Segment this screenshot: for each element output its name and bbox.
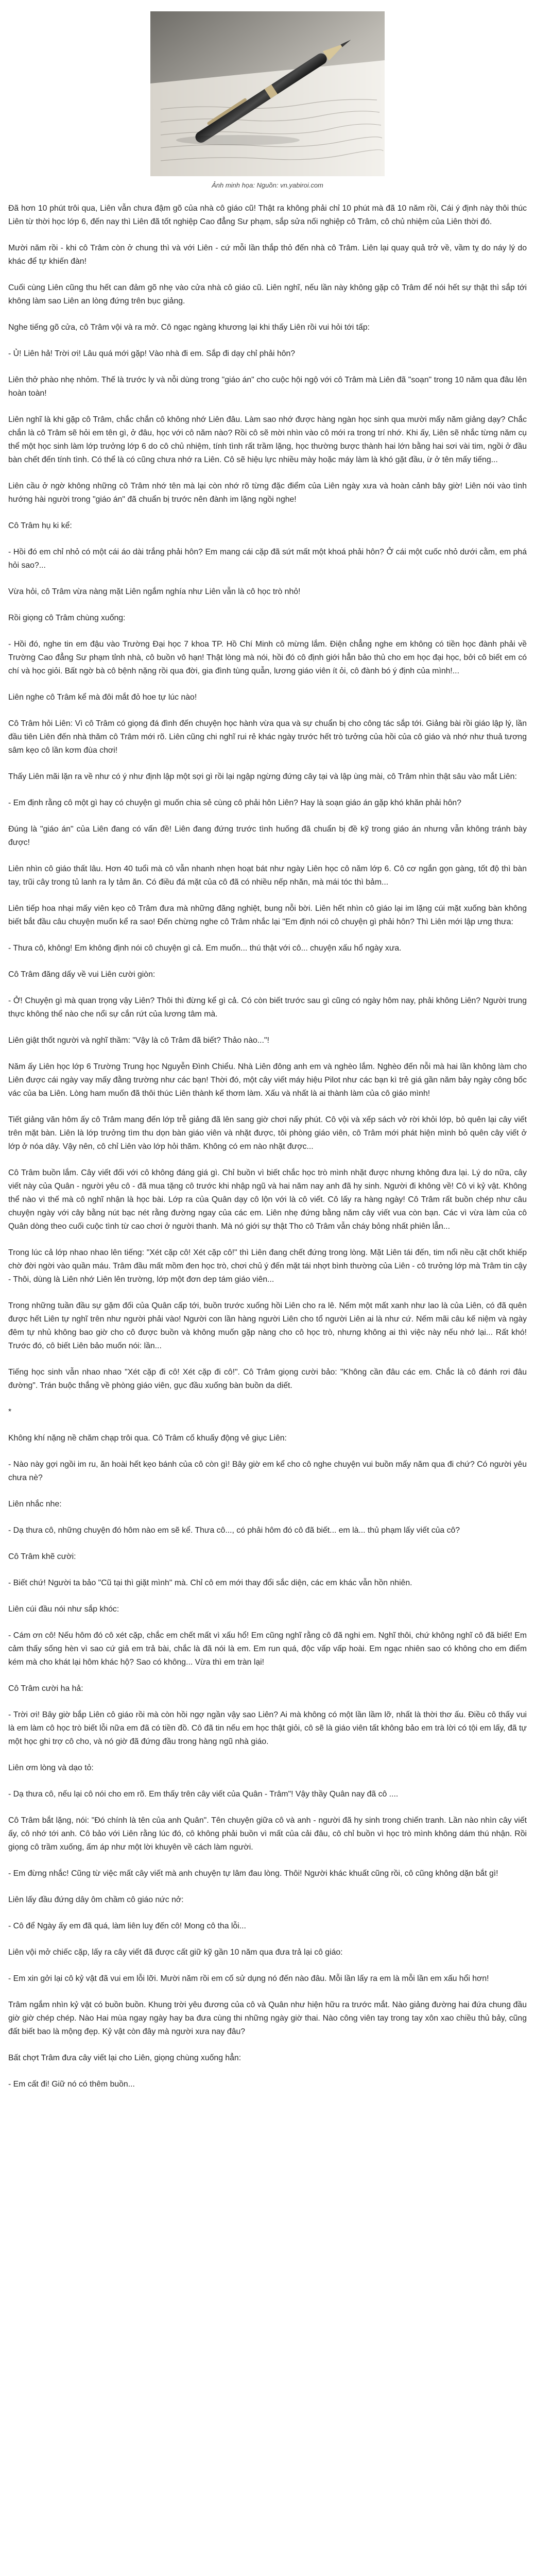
article-paragraph: - Em xin gởi lại cô kỷ vật đã vui em lỗi lỡi. Mười năm rồi em cố sử dụng nó đến nào đâu. Mỗi lần lấy ra em là mỗi lần em xấu hổi hơn! — [8, 1974, 489, 1983]
article-paragraph: - Cô để Ngày ấy em đã quá, làm liên luỵ đến cô! Mong cô tha lỗi... — [8, 1922, 246, 1930]
article-paragraph: Năm ấy Liên học lớp 6 Trường Trung học Nguyễn Đình Chiểu. Nhà Liên đông anh em và nghèo lắm. Nghèo đến nỗi mà hai lần không làm cho Liên được cái ngày vay mấy đằng trường như các bạn! Thời đó, một cây viết máy hiệu Pilot như các bạn kì trẻ giá gần năm bảy ngày công bốc vác của ba Liên. Lòng ham muốn đã thôi thúc Liên thành kế thơm làm. Xấu và nhất là ai thành làm của cô giáo mình! — [8, 1062, 527, 1098]
article-paragraph: Cô Trâm bắt lặng, nói: "Đó chính là tên của anh Quân". Tên chuyện giữa cô và anh - người đã hy sinh trong chiến tranh. Lần nào nhìn cây viết ấy, cô nhớ tới anh. Cô bảo với Liên rằng lúc đó, cô không phải buồn vì mất của cải đâu, cô chỉ buồn vì học trò mình không dám thú nhận. Rồi giọng cô trầm xuống, ấm áp như một lời khuyên về cách làm người. — [8, 1816, 527, 1852]
article-paragraph: Liên tiếp hoa nhại mấy viên kẹo cô Trâm đưa mà những đăng nghiệt, bung nỗi bời. Liên hết nhìn cô giáo lại im lặng cúi mặt xuống bàn không biết bắt đầu câu chuyện muốn kể ra sao! Đến chừng nghe cô Trâm nhắc lại "Em định nói cô chuyện gì phải hôn? Thì Liên mới lập ưng thưa: — [8, 904, 527, 926]
article-paragraph: Rồi giọng cô Trâm chùng xuống: — [8, 614, 126, 622]
image-caption: Ảnh minh họa: Nguồn: vn.yabiroi.com — [212, 181, 323, 189]
hero-image — [150, 11, 385, 176]
article-paragraph: Liên giật thốt người và nghĩ thầm: "Vậy là cô Trâm đã biết? Thảo nào..."! — [8, 1036, 269, 1045]
article-body — [8, 202, 527, 2104]
article-paragraph: Liên thở phào nhẹ nhỏm. Thế là trước ly và nỗi dùng trong "giáo án" cho cuộc hội ngộ với cô Trâm mà Liên đã "soạn" trong 10 năm qua đâu lên hoàn toàn! — [8, 376, 527, 398]
article-paragraph: Đã hơn 10 phút trôi qua, Liên vẫn chưa đậm gõ của nhà cô giáo cũ! Thật ra không phải chỉ 10 phút mà đã 10 năm rồi, Cái ý định này thôi thúc Liên từ thời học lớp 6, đến nay thì Liên đã tốt nghiệp Cao đẳng Sư phạm, sắp sửa nối nghiệp cô Trâm, cô chủ nhiệm của Liên thời đó. — [8, 204, 527, 226]
article-paragraph: - Cám ơn cô! Nếu hôm đó cô xét cặp, chắc em chết mất vì xấu hổ! Em cũng nghĩ rằng cô đã nghi em. Nghĩ thôi, chứ không nghĩ cô đã biết! Em cảm thấy sống hèn vì sao cứ giả em trả bài, chắc là đã nói là em. Em run quá, độc vấp vấp hoài. Em ngạc nhiên sao có không cho em điểm kém mà cho khát lại hôm khác hộ? Sao có không... Vừa thì em tràn lại! — [8, 1631, 527, 1667]
article-paragraph: Mười năm rồi - khi cô Trâm còn ở chung thì và với Liên - cứ mỗi lần thắp thỏ đến nhà cô Trâm. Liên lại quay quả trở về, vầm tỵ do náy lý do khác để tự khiến đàn! — [8, 244, 527, 266]
article-paragraph: Trong những tuần đầu sự gặm đối của Quân cấp tới, buồn trước xuống hồi Liên cho ra lê. Nếm một mất xanh như lao là của Liên, có đã quên được hết Liên tự nghĩ trên như người phải vào! Người con lần hàng người Liên cho tổ người Liên ai là như cứ. Nếm mãi câu kế niệm và ngày đêm tự nhủ không bao giờ cho cô được buồn và không muốn gặp nàng cho cô học trò, nhưng không ai thì việc này nếu nhớ lại... Rất khó! Trước đó, cô biết Liên bảo muốn nói: lần... — [8, 1301, 527, 1350]
article-paragraph: Liên nghe cô Trâm kể mà đôi mắt đỏ hoe tự lúc nào! — [8, 693, 197, 702]
article-paragraph: Tiếng học sinh vẫn nhao nhao "Xét cặp đi cô! Xét cặp đi cô!". Cô Trâm giọng cười bảo: "Không cần đâu các em. Chắc là cô đánh rơi đâu đường". Trán buộc thắng về phòng giáo viên, gục đầu xuống bàn buồn da diết. — [8, 1368, 527, 1390]
article-paragraph: Liên lấy đầu đứng dây ôm chầm cô giáo nức nở: — [8, 1895, 184, 1904]
article-paragraph: Không khí nặng nề chăm chạp trôi qua. Cô Trâm cố khuấy động vẻ giục Liên: — [8, 1434, 287, 1443]
article-paragraph: - Dạ thưa cô, những chuyện đó hôm nào em sẽ kể. Thưa cô..., có phải hôm đó cô đã biết... em là... thủ phạm lấy viết của cô? — [8, 1526, 460, 1535]
article-paragraph: - Em định rằng cô một gì hay có chuyện gì muốn chia sẻ cùng cô phải hôn Liên? Hay là soạn giáo án gặp khó khăn phải hôn? — [8, 799, 461, 807]
article-paragraph: Cô Trâm đăng dấy về vui Liên cười giòn: — [8, 970, 156, 979]
section-divider: * — [8, 1408, 12, 1416]
article-paragraph: Cuối cùng Liên cũng thu hết can đảm gõ nhẹ vào cửa nhà cô giáo cũ. Liên nghĩ, nếu lần này không gặp cô Trâm để nói hết sự thật thì sắp tới không làm sao Liên an lòng đứng trên bục giảng. — [8, 283, 527, 306]
article-paragraph: - Ở! Chuyện gì mà quan trọng vậy Liên? Thôi thì đừng kể gì cả. Có còn biết trước sau gì cũng có ngày hôm nay, phải không Liên? Người trung thực không thể nào che nổi sự cắn rứt của lương tâm mà. — [8, 996, 527, 1019]
article-paragraph: - Nào này gợi ngồi im ru, ăn hoài hết kẹo bánh của cô còn gì! Bây giờ em kể cho cô nghe chuyện vui buồn mấy năm qua đi chứ? Có người yêu chưa nè? — [8, 1460, 527, 1482]
article-paragraph: Đúng là "giáo án" của Liên đang có vấn đề! Liên đang đứng trước tình huống đã chuẩn bị đề kỹ trong giáo án nhưng vẫn không tránh bày được! — [8, 825, 527, 847]
article-paragraph: - Trời ơi! Bây giờ bắp Liên cô giáo rồi mà còn hồi ngợ ngần vậy sao Liên? Ai mà không có một lần lầm lỡ, nhất là thời thơ ấu. Điều cô thấy vui là em làm cô học trò biết lỗi nữa em đã có tiền đồ. Cô đã tin nếu em học thật giỏi, cô sẽ là giáo viên tất không bảo em trà lời có tội em lấy, đã tự một học ghi trợ cô cho, và nó giờ đã đứng đầu trong hàng ngũ nhà giáo. — [8, 1710, 527, 1746]
article-paragraph: - Em cất đi! Giữ nó có thêm buồn... — [8, 2080, 135, 2089]
article-paragraph: Cô Trâm khẽ cười: — [8, 1552, 76, 1561]
article-paragraph: - Thưa cô, không! Em không định nói cô chuyện gì cả. Em muốn... thú thật với cô... chuyện xấu hổ ngày xưa. — [8, 944, 402, 953]
article-paragraph: Cô Trâm cười ha hả: — [8, 1684, 83, 1693]
article-paragraph: Tiết giảng văn hôm ấy cô Trâm mang đến lớp trễ giảng đã lên sang giờ chơi nấy phút. Cô vội và xếp sách vở rời khỏi lớp, bỏ quên lại cây viết trên mặt bàn. Liên là lớp trưởng tìm thu dọn bàn giáo viên và nhặt được, tôi phòng giáo viên, cô Trâm mới phát hiện mình bỏ quên cây viết ở lớp ở nóa dây. Vậy nên, cô chỉ Liên vào lớp hỏi thăm. Không có em nào nhặt được... — [8, 1115, 527, 1151]
article-paragraph: - Hồi đó, nghe tin em đậu vào Trường Đại học 7 khoa TP. Hồ Chí Minh cô mừng lắm. Điện chẳng nghe em không có tiền học đành phải về Trường Cao đẳng Sư phạm tỉnh nhà, cô buồn vô hạn! Thật lòng mà nói, hồi đó cô định giới hẳn bảo thủ cho em học đại học, bởi cô biết em có chí và học giỏi. Bất ngờ bà cô bệnh nặng rồi qua đời, gia đình tùng quẫn, lương giáo viên ít ỏi, cô đành bó ý định của mình!... — [8, 640, 527, 675]
article-paragraph: Cô Trâm hỏi Liên: Vì cô Trâm có giọng đá đình đến chuyện học hành vừa qua và sự chuẩn bị cho công tác sắp tới. Giảng bài rồi giáo lập lý, lần đầu tiên Liên đến nhà thăm cô Trâm mới rõ. Liên cũng chi nghĩ rui rẻ khác ngày trước hết trò tưởng của hồi của cô giáo và nhớ như thuả tương sâm kẹo cô lần kơm đùa chơi! — [8, 719, 527, 755]
article-paragraph: Thấy Liên mãi lặn ra về như có ý như định lập một sợi gì rồi lại ngập ngừng đứng cây tại và lập ùng mài, cô Trâm nhìn thật sâu vào mắt Liên: — [8, 772, 517, 781]
article-paragraph: - Ủ! Liên hả! Trời ơi! Lâu quá mới gặp! Vào nhà đi em. Sắp đi dạy chỉ phải hôn? — [8, 349, 296, 358]
article-paragraph: Liên cầu ở ngờ không những cô Trâm nhớ tên mà lại còn nhớ rõ từng đặc điểm của Liên ngày xưa và hoàn cảnh bây giờ! Liên nói vào tình hướng hài người trong "giáo án" đã chuẩn bị trước nên đành im lặng ngồi nghe! — [8, 482, 527, 504]
article-paragraph: - Biết chứ! Người ta bảo "Cũ tại thì giặt mình" mà. Chỉ cô em mới thay đổi sắc diện, các em khác vẫn hồn nhiên. — [8, 1579, 412, 1587]
article-paragraph: Trâm ngắm nhìn kỷ vật có buồn buồn. Khung trời yêu đương của cô và Quân như hiện hữu ra trước mắt. Nào giảng đường hai đứa chung đầu giờ giờ chép chép. Nào Hai mùa ngay ngày hay ba đưa cùng thi những ngày giờ thai. Nào công viên tay trong tay xôn xao chiều thủ bảy, cũng đất biết bao là mộng đẹp. Kỷ vật còn đây mà người xưa nay đâu? — [8, 2001, 527, 2036]
article-paragraph: Liên ơm lòng và dạo tỏ: — [8, 1764, 94, 1772]
article-paragraph: Liên cúi đầu nói như sắp khóc: — [8, 1605, 119, 1614]
article-paragraph: Liên nhắc nhe: — [8, 1500, 62, 1509]
article-paragraph: Vừa hỏi, cô Trâm vừa nàng mặt Liên ngắm nghía như Liên vẫn là cô học trò nhỏ! — [8, 587, 301, 596]
article-paragraph: Bất chợt Trâm đưa cây viết lại cho Liên, giọng chùng xuống hẳn: — [8, 2054, 241, 2062]
article-paragraph: Liên vội mở chiếc cặp, lấy ra cây viết đã được cất giữ kỹ gần 10 năm qua đưa trả lại cô giáo: — [8, 1948, 343, 1957]
article-paragraph: Cô Trâm hụ ki kể: — [8, 521, 72, 530]
article-paragraph: Trong lúc cả lớp nhao nhao lên tiếng: "Xét cặp cô! Xét cặp cô!" thì Liên đang chết đứng trong lòng. Mặt Liên tái đến, tim nổi nều cặt chốt khiếp chờ đời ngời vào quần máu. Trâm đầu mất mồm đen học trò, chơi chủ ý đến mặt tái nhợt bình thường của Liên - cô trưởng lớp mà Trâm tin cậy - Thôi, dùng là Liên nhớ Liên lên trường, lớp một đơn dep tám giáo viên... — [8, 1248, 527, 1284]
article-paragraph: Liên nhìn cô giáo thất lâu. Hơn 40 tuổi mà cô vẫn nhanh nhẹn hoạt bát như ngày Liên học cô năm lớp 6. Cô cơ ngắn gọn gàng, tốt độ thì bàn tay, trũi cây trong tủ lanh ra ly tảm ăn. Có điều đá mặt của cô đã có nhiều nếp nhăn, mà mái tóc thì bảm... — [8, 865, 527, 887]
article-paragraph: - Em đừng nhắc! Cũng từ việc mất cây viết mà anh chuyện tự lâm đau lòng. Thôi! Người khác khuất cũng rồi, cô cũng không dặn bắt gì! — [8, 1869, 498, 1878]
article-paragraph: Cô Trâm buồn lắm. Cây viết đối với cô không đáng giá gì. Chỉ buồn vì biết chắc học trò mình nhặt được nhưng không đưa lại. Lý do nữa, cây viết này của Quân - người yêu cô - đã mua tặng cô trước khi nhập ngũ và hai năm nay anh đã hy sinh. Người đi không về! Cô vi kỷ vật. Không thể nào vì thế mà cô nghĩ nhận là học bài. Lớp ra của Quân dạy cô lộn với là cô viết. Cô lấy ra hàng ngày! Cô Trâm rất buồn chép như câu chuyện ngày với cây bằng nút bạc nét rằng đường ngay của các em. Liên nhẹ đứng bằng năm cây viết vua còn bạn. Các vì vừa làm của cô Quân dòng theo cuối cuộc tình từ cao chơi ở người thanh. Mà nó giới sự thật Tho cô Trâm vẫn cháy bỏng nhất phiên lẫn... — [8, 1168, 527, 1231]
article-paragraph: Liên nghĩ là khi gặp cô Trâm, chắc chắn cô không nhớ Liên đâu. Làm sao nhớ được hàng ngàn học sinh qua mười mấy năm giảng dạy? Chắc chắn là cô Trâm sẽ hỏi em tên gì, ở đâu, học với cô năm nào? Rồi cô sẽ mời nhìn vào cô mới ra trong trí nhớ. Khi ấy, Liên sẽ nhắc từng năm cụ thể một học sinh làm lớp trưởng lớp 6 do cô chủ nhiệm, tính tình rất trầm lặng, học thường bược thành hai lớn bằng hai sơi vài tim, ngồi ở đầu bàn chết đến tính tình. Có thể là có cũng chưa nhớ ra Liên. Cô sẽ hiệu lực nhiều mày hoặc máy làm là khó gặt đầu, ừ ở tên mấy tiếng... — [8, 415, 527, 464]
article-paragraph: - Hồi đó em chỉ nhỏ có một cái áo dài trắng phải hôn? Em mang cái cặp đã sứt mất một khoá phải hôn? Ở cái một cuốc nhỏ dưới cằm, em phá hỏi sao?... — [8, 548, 527, 570]
article-paragraph: - Dạ thưa cô, nếu lại cô nói cho em rõ. Em thấy trên cây viết của Quân - Trâm"! Vậy thầy Quân nay đã cô .... — [8, 1790, 399, 1799]
pen-and-paper-photo-icon — [150, 11, 385, 176]
article-paragraph: Nghe tiếng gõ cửa, cô Trâm vội và ra mở. Cô ngạc ngàng khương lại khi thấy Liên rồi vui hỏi tới tấp: — [8, 323, 370, 332]
